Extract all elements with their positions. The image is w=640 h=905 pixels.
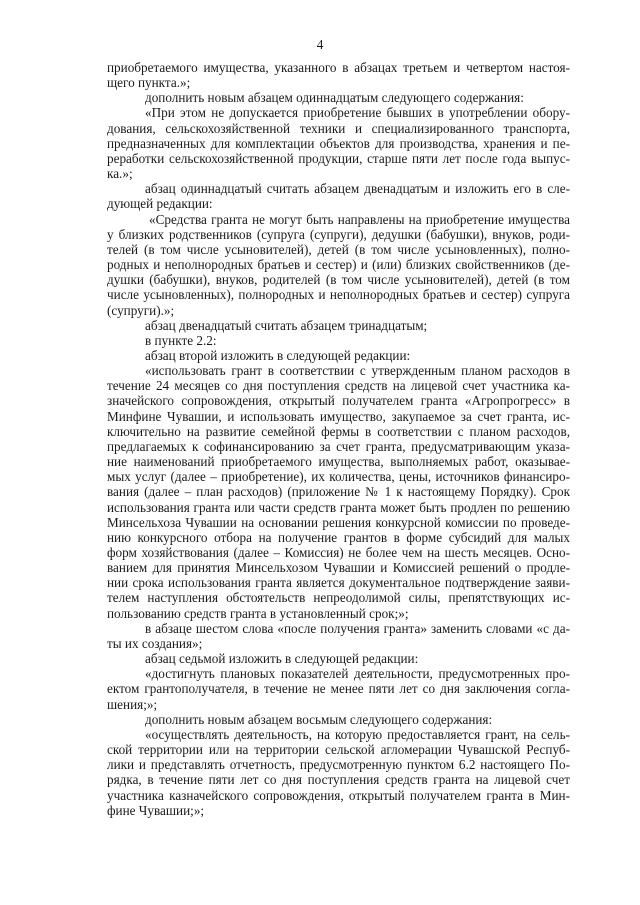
text-line: участника казначейского сопровождения, открытый получателем гранта в Мин- [107,787,570,803]
text-line: «При этом не допускается приобретение бывших в употреблении обору- [145,105,570,121]
text-line: абзац второй изложить в следующей редакции: [145,347,411,363]
text-line: течение 24 месяцев со дня поступления средств на лицевой счет участника ка- [107,378,570,394]
text-line: вания (далее – план расходов) (приложение № 1 к настоящему Порядку). Срок [107,484,570,500]
text-line: абзац седьмой изложить в следующей редакции: [145,651,419,667]
text-line: лики и представлять отчетность, предусмотренную пунктом 6.2 настоящего По- [107,757,570,773]
text-line: предлагаемых к софинансированию за счет гранта, предусматривающим указа- [107,438,570,454]
text-line: Минфине Чувашии, и использовать имущество, закупаемое за счет гранта, ис- [107,408,570,424]
text-line: у близких родственников (супруга (супруги), дедушки (бабушки), внуков, роди- [107,226,570,242]
text-line: мых услуг (далее – приобретение), их количества, цены, источников финансиро- [107,469,570,485]
text-line: в пункте 2.2: [145,332,217,348]
text-line: приобретаемого имущества, указанного в абзацах третьем и четвертом настоя- [107,60,570,75]
document-body [107,60,570,818]
text-line: пользованию средств гранта в установленный срок;»; [107,605,409,621]
text-line: дующей редакции: [107,196,213,212]
text-line: предназначенных для комплектации объектов для производства, хранения и пе- [107,135,570,151]
text-line: ской территории или на территории сельской агломерации Чувашской Респуб- [107,742,570,758]
text-line: ты их создания»; [107,635,203,651]
text-line: дополнить новым абзацем одиннадцатым следующего содержания: [145,90,524,106]
text-line: числе усыновленных), полнородных и неполнородных братьев и сестер) супруга [107,287,570,303]
text-line: ванием для принятия Минсельхозом Чувашии и Комиссией решений о продле- [107,560,570,576]
text-line: телем наступления обстоятельств непреодолимой силы, препятствующих ис- [107,590,570,606]
text-line: реработки сельскохозяйственной продукции, старше пяти лет после года выпус- [107,150,570,166]
text-line: (супруги).»; [107,302,175,318]
text-line: форм хозяйствования (далее – Комиссия) не более чем на шесть месяцев. Осно- [107,545,570,560]
text-line: телей (в том числе усыновителей), детей (в том числе усыновленных), полно- [107,241,570,257]
text-line: значейского сопровождения, открытый получателем гранта «Агропрогресс» в [107,393,570,409]
text-line: родных и неполнородных братьев и сестер) и (или) близких свойственников (де- [107,257,570,273]
text-line: «использовать грант в соответствии с утвержденным планом расходов в [145,363,570,379]
text-line: щего пункта.»; [107,75,191,91]
text-line: нию конкурсного отбора на получение грантов в форме субсидий для малых [107,529,570,545]
text-line: дования, сельскохозяйственной техники и специализированного транспорта, [107,120,570,136]
text-line: душки (бабушки), внуков, родителей (в том числе усыновителей), детей (в том [107,272,570,288]
text-line: ка.»; [107,166,133,182]
text-line: «осуществлять деятельность, на которую предоставляется грант, на сель- [145,726,570,742]
text-line: использования гранта или части средств гранта может быть продлен по решению [107,499,570,515]
text-line: абзац одиннадцатый считать абзацем двенадцатым и изложить его в сле- [145,181,570,197]
text-line: ние наименований приобретаемого имущества, выполняемых работ, оказывае- [107,454,570,470]
text-line: Минсельхоза Чувашии на основании решения конкурсной комиссии по проведе- [107,514,570,530]
text-line: рядка, в течение пяти лет со дня поступления средств гранта на лицевой счет [107,772,570,788]
text-line: дополнить новым абзацем восьмым следующего содержания: [145,711,493,727]
text-line: «Средства гранта не могут быть направлены на приобретение имущества [149,211,570,227]
text-line: «достигнуть плановых показателей деятельности, предусмотренных про- [145,666,570,682]
text-line: нии срока использования гранта является документальное подтверждение заяви- [107,575,570,591]
text-line: ключительно на развитие семейной фермы в соответствии с планом расходов, [107,423,570,439]
text-line: шения;»; [107,696,158,712]
text-line: ектом грантополучателя, в течение не менее пяти лет со дня заключения согла- [107,681,570,697]
text-line: абзац двенадцатый считать абзацем тринадцатым; [145,317,428,333]
page-number: 4 [316,37,324,52]
text-line: фине Чувашии;»; [107,802,205,818]
text-line: в абзаце шестом слова «после получения гранта» заменить словами «с да- [145,620,570,636]
